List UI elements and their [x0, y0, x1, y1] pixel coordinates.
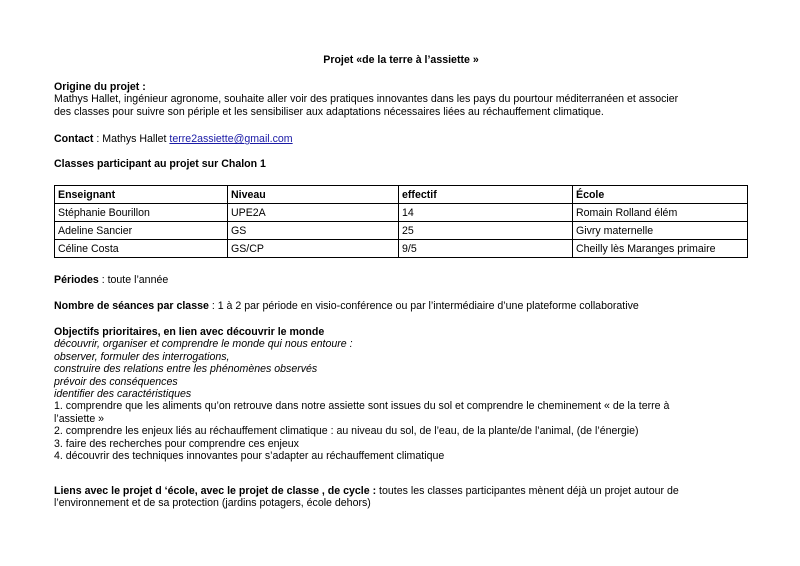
links-text: toutes les classes participantes mènent déjà un projet autour de: [376, 485, 679, 497]
table-header-row: [55, 186, 748, 204]
cell-niveau: UPE2A: [228, 204, 399, 222]
origin-line: des classes pour suivre son périple et les sensibiliser aux adaptations nécessaires liées au réchauffement climatique.: [54, 105, 604, 118]
origin-section: [54, 81, 748, 118]
objective-skill: découvrir, organiser et comprendre le monde qui nous entoure :: [54, 338, 353, 351]
header-niveau: Niveau: [228, 186, 399, 204]
periods-label: Périodes: [54, 274, 99, 286]
cell-effectif: 9/5: [399, 240, 573, 258]
sessions-label: Nombre de séances par classe: [54, 300, 209, 312]
objective-item: l’assiette »: [54, 412, 105, 425]
objective-item: 4. découvrir des techniques innovantes pour s’adapter au réchauffement climatique: [54, 450, 445, 463]
classes-heading: [54, 158, 748, 170]
cell-ecole: Givry maternelle: [573, 222, 748, 240]
cell-effectif: 25: [399, 222, 573, 240]
cell-ecole: Romain Rolland élém: [573, 204, 748, 222]
cell-enseignant: Céline Costa: [55, 240, 228, 258]
cell-enseignant: Adeline Sancier: [55, 222, 228, 240]
contact-separator: :: [93, 133, 103, 145]
sessions-value: : 1 à 2 par période en visio-conférence ou par l’intermédiaire d’une plateforme collaborative: [208, 300, 639, 312]
classes-heading-text: Classes participant au projet sur Chalon 1: [54, 158, 266, 170]
objective-item: 2. comprendre les enjeux liés au réchauffement climatique : au niveau du sol, de l’eau, de la plante/de l’animal, (de l’énergie): [54, 425, 639, 438]
header-ecole: École: [573, 186, 748, 204]
sessions-line: [54, 300, 748, 312]
origin-heading: Origine du projet :: [54, 81, 146, 93]
cell-effectif: 14: [399, 204, 573, 222]
table-row: [55, 204, 748, 222]
objective-item: 3. faire des recherches pour comprendre ces enjeux: [54, 437, 299, 450]
links-section: [54, 485, 748, 510]
classes-table: [54, 185, 748, 258]
contact-label: Contact: [54, 133, 94, 145]
origin-line: Mathys Hallet, ingénieur agronome, souhaite aller voir des pratiques innovantes dans les pays du pourtour méditerranéen et associer: [54, 93, 679, 106]
links-label: Liens avec le projet d ‘école, avec le projet de classe , de cycle :: [54, 485, 377, 497]
header-effectif: effectif: [399, 186, 573, 204]
cell-enseignant: Stéphanie Bourillon: [55, 204, 228, 222]
objectives-section: [54, 326, 748, 462]
cell-niveau: GS: [228, 222, 399, 240]
cell-niveau: GS/CP: [228, 240, 399, 258]
table-row: [55, 222, 748, 240]
cell-ecole: Cheilly lès Maranges primaire: [573, 240, 748, 258]
periods-line: [54, 274, 748, 286]
periods-value: : toute l’année: [98, 274, 169, 286]
table-row: [55, 240, 748, 258]
contact-line: [54, 133, 748, 145]
links-text: l’environnement et de sa protection (jardins potagers, école dehors): [54, 497, 371, 510]
objective-skill: observer, formuler des interrogations,: [54, 350, 230, 363]
header-enseignant: Enseignant: [55, 186, 228, 204]
objectives-heading: Objectifs prioritaires, en lien avec découvrir le monde: [54, 326, 325, 338]
contact-email-link[interactable]: terre2assiette@gmail.com: [169, 133, 293, 145]
objective-skill: prévoir des conséquences: [54, 375, 178, 388]
objective-skill: construire des relations entre les phénomènes observés: [54, 363, 318, 376]
document-title: Projet «de la terre à l’assiette »: [323, 54, 479, 66]
objective-item: 1. comprendre que les aliments qu’on retrouve dans notre assiette sont issues du sol et comprendre le cheminement « de la terre à: [54, 400, 670, 413]
contact-name: Mathys Hallet: [102, 133, 170, 145]
objective-skill: identifier des caractéristiques: [54, 388, 192, 401]
